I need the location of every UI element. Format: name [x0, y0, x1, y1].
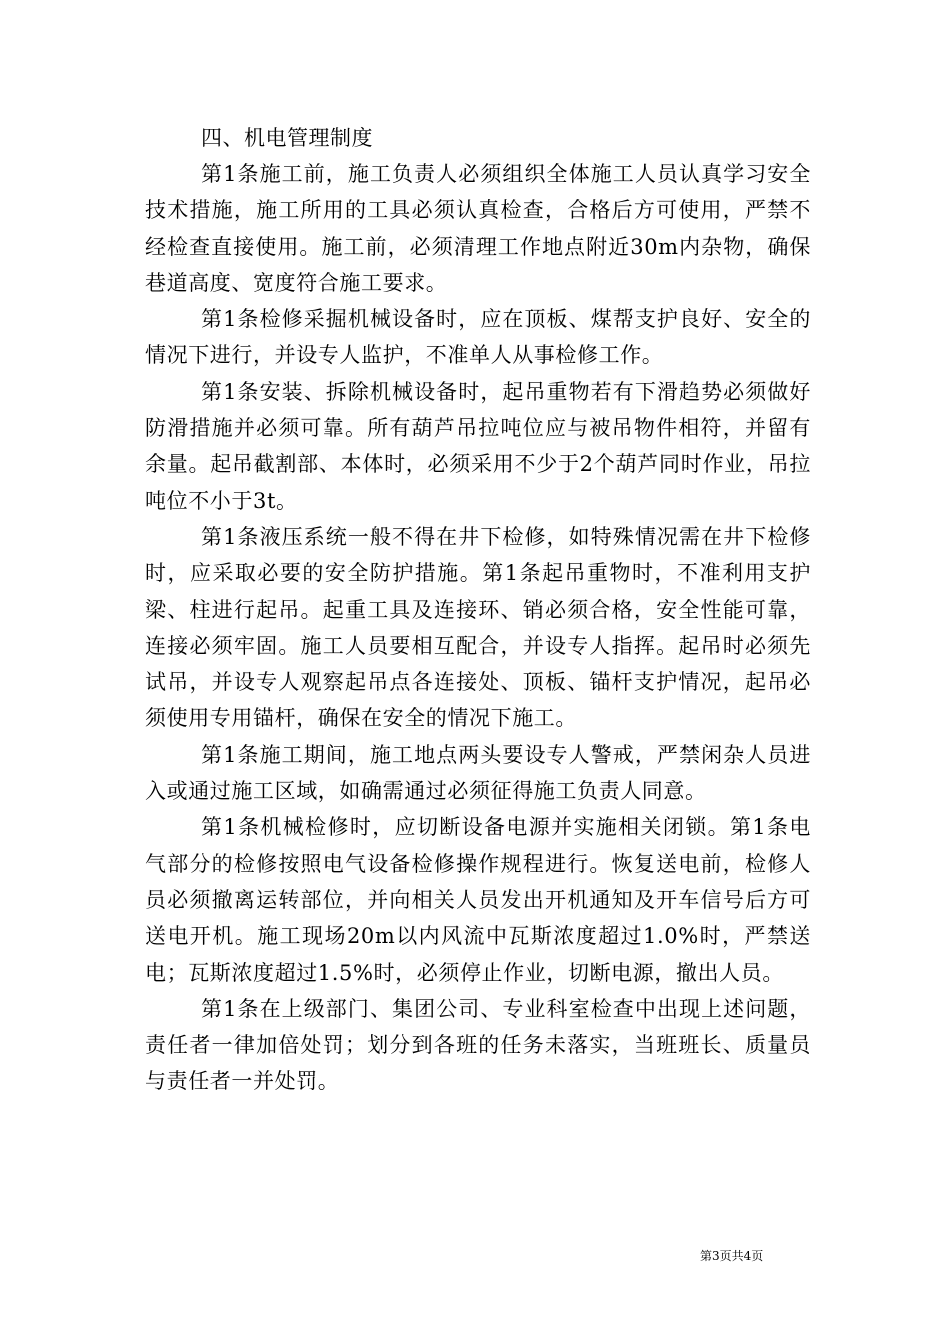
paragraph-4: 第1条液压系统一般不得在井下检修，如特殊情况需在井下检修时，应采取必要的安全防护措施。第1条起吊重物时，不准利用支护梁、柱进行起吊。起重工具及连接环、销必须合格，安全性能可靠，连接必须牢固。施工人员要相互配合，并设专人指挥。起吊时必须先试吊，并设专人观察起吊点各连接处、顶板、锚杆支护情况，起吊必须使用专用锚杆，确保在安全的情况下施工。	[145, 524, 811, 731]
paragraph-6: 第1条机械检修时，应切断设备电源并实施相关闭锁。第1条电气部分的检修按照电气设备检修操作规程进行。恢复送电前，检修人员必须撤离运转部位，并向相关人员发出开机通知及开车信号后方可送电开机。施工现场20m以内风流中瓦斯浓度超过1.0%时，严禁送电；瓦斯浓度超过1.5%时，必须停止作业，切断电源，撤出人员。	[145, 815, 811, 985]
document-body	[145, 120, 811, 1100]
paragraph-7: 第1条在上级部门、集团公司、专业科室检查中出现上述问题，责任者一律加倍处罚；划分到各班的任务未落实，当班班长、质量员与责任者一并处罚。	[145, 996, 811, 1094]
page-number: 第3页共4页	[700, 1249, 764, 1263]
paragraph-1: 第1条施工前，施工负责人必须组织全体施工人员认真学习安全技术措施，施工所用的工具必须认真检查，合格后方可使用，严禁不经检查直接使用。施工前，必须清理工作地点附近30m内杂物，确保巷道高度、宽度符合施工要求。	[145, 162, 811, 295]
paragraph-5: 第1条施工期间，施工地点两头要设专人警戒，严禁闲杂人员进入或通过施工区域，如确需通过必须征得施工负责人同意。	[145, 742, 811, 804]
paragraph-2: 第1条检修采掘机械设备时，应在顶板、煤帮支护良好、安全的情况下进行，并设专人监护，不准单人从事检修工作。	[145, 307, 811, 368]
paragraph-3: 第1条安装、拆除机械设备时，起吊重物若有下滑趋势必须做好防滑措施并必须可靠。所有葫芦吊拉吨位应与被吊物件相符，并留有余量。起吊截割部、本体时，必须采用不少于2个葫芦同时作业，吊拉吨位不小于3t。	[145, 379, 811, 513]
section-heading: 四、机电管理制度	[201, 126, 373, 150]
